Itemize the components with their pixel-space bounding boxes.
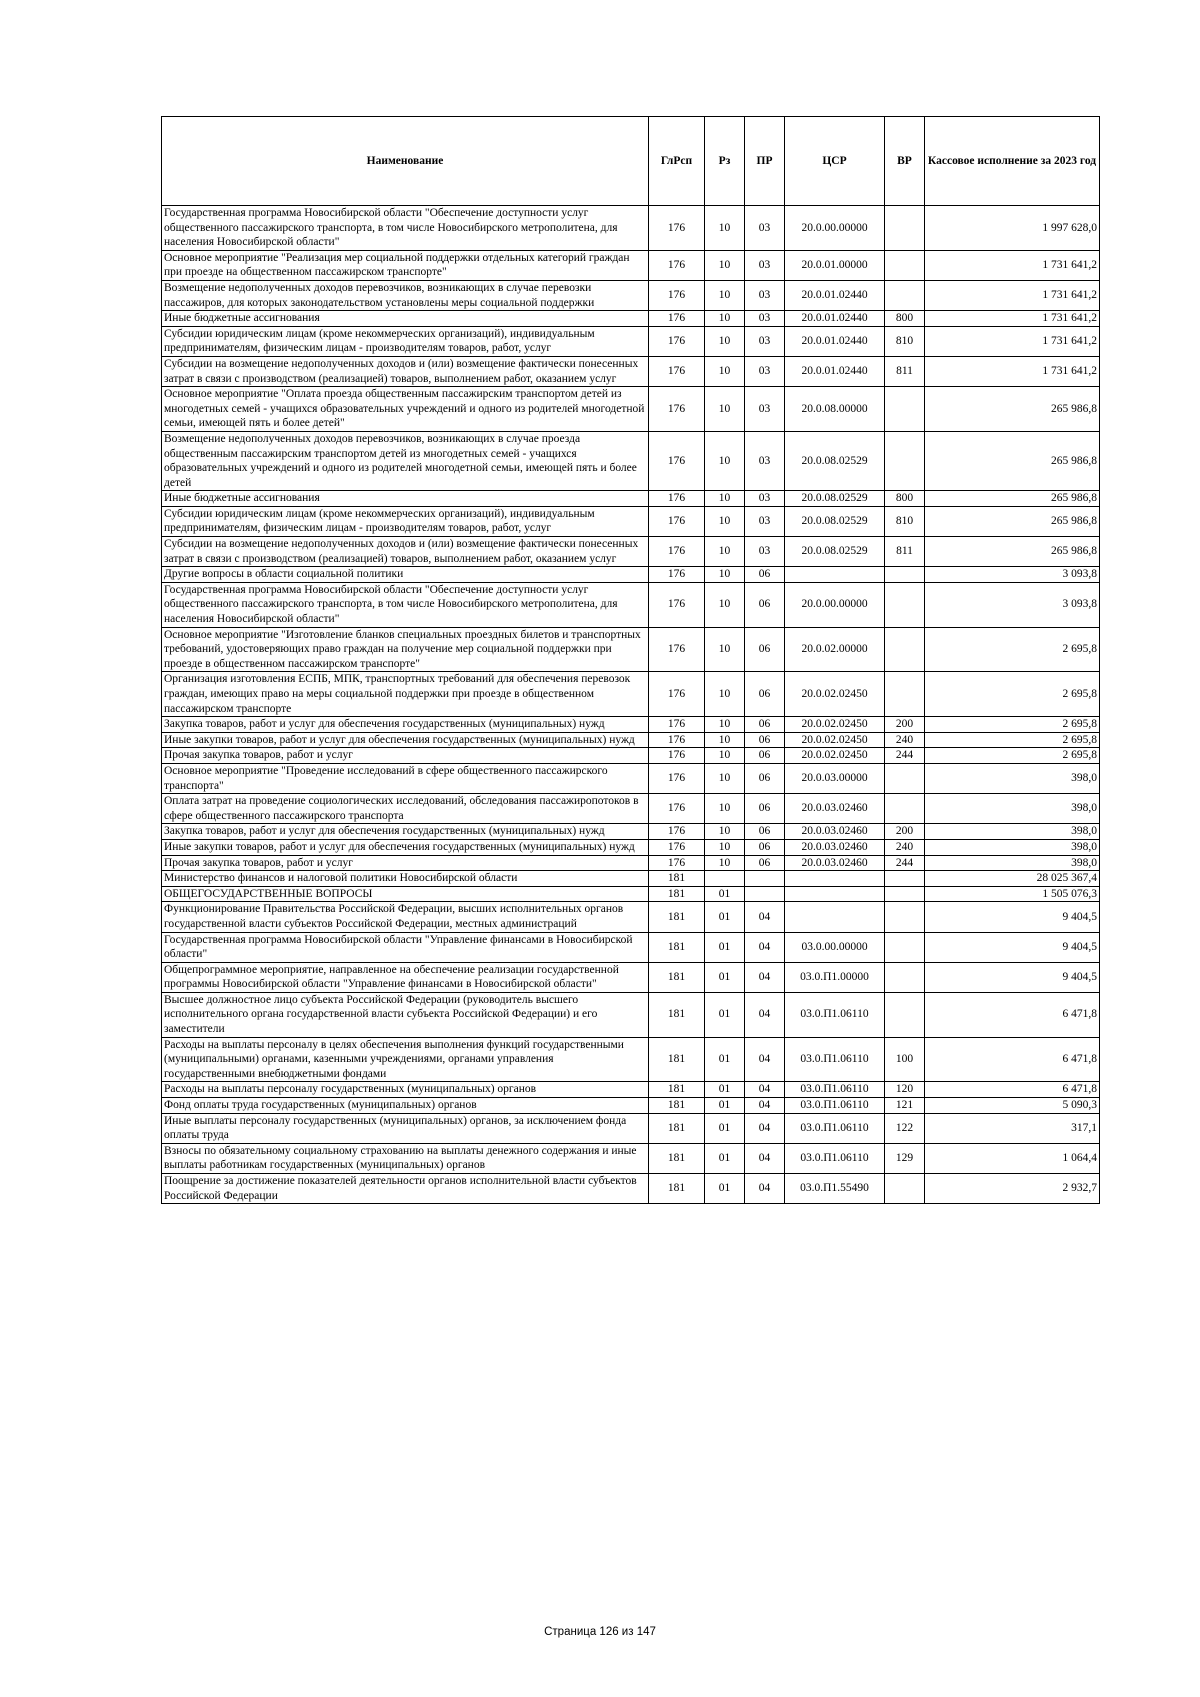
- cell-name: Иные закупки товаров, работ и услуг для обеспечения государственных (муниципальных) нужд: [162, 839, 649, 855]
- cell-csr: 20.0.03.02460: [785, 794, 885, 824]
- cell-pr: 06: [745, 824, 785, 840]
- cell-rz: 10: [705, 672, 745, 717]
- cell-glrsp: 181: [649, 1098, 705, 1114]
- cell-pr: 04: [745, 932, 785, 962]
- cell-vr: [885, 763, 925, 793]
- cell-glrsp: 181: [649, 871, 705, 887]
- cell-glrsp: 181: [649, 1082, 705, 1098]
- cell-glrsp: 176: [649, 356, 705, 386]
- cell-csr: 03.0.П1.00000: [785, 962, 885, 992]
- table-row: [162, 748, 1100, 764]
- cell-vr: [885, 567, 925, 583]
- cell-name: Оплата затрат на проведение социологических исследований, обследования пассажиропотоков в сфере общественного пассажирского транспорта: [162, 794, 649, 824]
- cell-rz: 10: [705, 732, 745, 748]
- cell-amount: 1 731 641,2: [925, 250, 1100, 280]
- cell-vr: [885, 992, 925, 1037]
- cell-vr: 811: [885, 356, 925, 386]
- cell-rz: 01: [705, 1113, 745, 1143]
- cell-pr: 06: [745, 763, 785, 793]
- cell-glrsp: 176: [649, 824, 705, 840]
- cell-pr: 04: [745, 1037, 785, 1082]
- cell-name: Иные бюджетные ассигнования: [162, 491, 649, 507]
- cell-csr: 20.0.03.02460: [785, 824, 885, 840]
- cell-rz: 10: [705, 794, 745, 824]
- cell-pr: 03: [745, 280, 785, 310]
- cell-pr: 04: [745, 962, 785, 992]
- cell-glrsp: 176: [649, 280, 705, 310]
- cell-amount: 3 093,8: [925, 567, 1100, 583]
- cell-glrsp: 176: [649, 431, 705, 490]
- cell-name: ОБЩЕГОСУДАРСТВЕННЫЕ ВОПРОСЫ: [162, 886, 649, 902]
- cell-pr: 06: [745, 672, 785, 717]
- cell-amount: 1 731 641,2: [925, 356, 1100, 386]
- cell-pr: 06: [745, 627, 785, 672]
- cell-vr: 810: [885, 326, 925, 356]
- cell-csr: 03.0.П1.06110: [785, 1098, 885, 1114]
- cell-name: Государственная программа Новосибирской области "Обеспечение доступности услуг общественного пассажирского транспорта, в том числе Новосибирского метрополитена, для населения Новосибирской области": [162, 582, 649, 627]
- cell-pr: 03: [745, 537, 785, 567]
- cell-csr: 20.0.08.02529: [785, 431, 885, 490]
- cell-vr: 240: [885, 839, 925, 855]
- cell-amount: 2 932,7: [925, 1174, 1100, 1204]
- cell-name: Основное мероприятие "Оплата проезда общественным пассажирским транспортом детей из многодетных семей - учащихся образовательных учреждений и одного из родителей многодетной семьи, имеющей пять и более детей": [162, 387, 649, 432]
- cell-name: Расходы на выплаты персоналу государственных (муниципальных) органов: [162, 1082, 649, 1098]
- cell-amount: 265 986,8: [925, 387, 1100, 432]
- table-row: [162, 1037, 1100, 1082]
- cell-glrsp: 181: [649, 1174, 705, 1204]
- cell-glrsp: 176: [649, 627, 705, 672]
- cell-glrsp: 181: [649, 902, 705, 932]
- cell-name: Функционирование Правительства Российской Федерации, высших исполнительных органов государственной власти субъектов Российской Федерации, местных администраций: [162, 902, 649, 932]
- cell-rz: 10: [705, 824, 745, 840]
- cell-csr: 03.0.П1.06110: [785, 1037, 885, 1082]
- table-row: [162, 356, 1100, 386]
- cell-rz: 10: [705, 748, 745, 764]
- cell-rz: 01: [705, 1098, 745, 1114]
- cell-vr: [885, 902, 925, 932]
- cell-glrsp: 176: [649, 763, 705, 793]
- cell-csr: 03.0.П1.06110: [785, 992, 885, 1037]
- cell-vr: 240: [885, 732, 925, 748]
- cell-name: Прочая закупка товаров, работ и услуг: [162, 855, 649, 871]
- table-row: [162, 672, 1100, 717]
- cell-pr: [745, 886, 785, 902]
- table-row: [162, 280, 1100, 310]
- table-row: [162, 491, 1100, 507]
- cell-rz: 01: [705, 902, 745, 932]
- cell-vr: [885, 871, 925, 887]
- cell-rz: 10: [705, 506, 745, 536]
- cell-name: Взносы по обязательному социальному страхованию на выплаты денежного содержания и иные выплаты работникам государственных (муниципальных) органов: [162, 1143, 649, 1173]
- cell-rz: 10: [705, 567, 745, 583]
- table-row: [162, 250, 1100, 280]
- cell-name: Основное мероприятие "Проведение исследований в сфере общественного пассажирского транспорта": [162, 763, 649, 793]
- cell-name: Министерство финансов и налоговой политики Новосибирской области: [162, 871, 649, 887]
- cell-name: Возмещение недополученных доходов перевозчиков, возникающих в случае проезда общественным пассажирским транспортом детей из многодетных семей - учащихся образовательных учреждений и одного из родителей многодетной семьи, имеющей пять и более детей: [162, 431, 649, 490]
- cell-rz: 01: [705, 932, 745, 962]
- cell-amount: 2 695,8: [925, 732, 1100, 748]
- cell-csr: 20.0.08.02529: [785, 491, 885, 507]
- cell-rz: 01: [705, 1143, 745, 1173]
- cell-rz: 10: [705, 356, 745, 386]
- cell-csr: 20.0.08.02529: [785, 506, 885, 536]
- cell-rz: 01: [705, 962, 745, 992]
- cell-glrsp: 176: [649, 794, 705, 824]
- cell-pr: 03: [745, 506, 785, 536]
- cell-pr: 03: [745, 250, 785, 280]
- cell-rz: 01: [705, 1082, 745, 1098]
- cell-pr: 06: [745, 794, 785, 824]
- table-row: [162, 206, 1100, 251]
- cell-csr: 20.0.01.00000: [785, 250, 885, 280]
- cell-vr: 810: [885, 506, 925, 536]
- cell-amount: 1 505 076,3: [925, 886, 1100, 902]
- cell-csr: 20.0.03.02460: [785, 839, 885, 855]
- table-row: [162, 992, 1100, 1037]
- cell-glrsp: 181: [649, 932, 705, 962]
- cell-pr: 06: [745, 748, 785, 764]
- cell-glrsp: 176: [649, 855, 705, 871]
- cell-rz: 10: [705, 855, 745, 871]
- page-number: Страница 126 из 147: [544, 1626, 656, 1638]
- cell-csr: 20.0.01.02440: [785, 280, 885, 310]
- cell-amount: 2 695,8: [925, 672, 1100, 717]
- cell-csr: 20.0.00.00000: [785, 582, 885, 627]
- table-row: [162, 839, 1100, 855]
- table-row: [162, 582, 1100, 627]
- cell-glrsp: 176: [649, 537, 705, 567]
- cell-csr: [785, 567, 885, 583]
- cell-pr: 04: [745, 1098, 785, 1114]
- cell-csr: 20.0.08.02529: [785, 537, 885, 567]
- cell-vr: 800: [885, 311, 925, 327]
- cell-pr: 04: [745, 1082, 785, 1098]
- cell-glrsp: 181: [649, 886, 705, 902]
- table-row: [162, 1113, 1100, 1143]
- cell-vr: [885, 932, 925, 962]
- table-row: [162, 732, 1100, 748]
- cell-vr: 244: [885, 855, 925, 871]
- cell-csr: 20.0.02.02450: [785, 672, 885, 717]
- cell-name: Возмещение недополученных доходов перевозчиков, возникающих в случае перевозки пассажиров, для которых законодательством установлены меры социальной поддержки: [162, 280, 649, 310]
- cell-pr: 03: [745, 311, 785, 327]
- header-csr: ЦСР: [785, 117, 885, 206]
- cell-csr: 20.0.01.02440: [785, 311, 885, 327]
- cell-pr: 03: [745, 356, 785, 386]
- cell-rz: 10: [705, 311, 745, 327]
- table-row: [162, 962, 1100, 992]
- cell-amount: 9 404,5: [925, 902, 1100, 932]
- cell-pr: 06: [745, 582, 785, 627]
- cell-glrsp: 176: [649, 506, 705, 536]
- cell-name: Иные закупки товаров, работ и услуг для обеспечения государственных (муниципальных) нужд: [162, 732, 649, 748]
- cell-vr: [885, 206, 925, 251]
- table-row: [162, 794, 1100, 824]
- table-header-row: [162, 117, 1100, 206]
- cell-amount: 265 986,8: [925, 491, 1100, 507]
- cell-rz: 10: [705, 206, 745, 251]
- header-glrsp: ГлРсп: [649, 117, 705, 206]
- cell-pr: 03: [745, 326, 785, 356]
- cell-vr: 200: [885, 717, 925, 733]
- cell-amount: 2 695,8: [925, 717, 1100, 733]
- cell-amount: 28 025 367,4: [925, 871, 1100, 887]
- cell-name: Основное мероприятие "Изготовление бланков специальных проездных билетов и транспортных требований, удостоверяющих право граждан на получение мер социальной поддержки при проезде в общественном пассажирском транспорте": [162, 627, 649, 672]
- cell-pr: 04: [745, 1143, 785, 1173]
- cell-glrsp: 181: [649, 992, 705, 1037]
- cell-name: Субсидии на возмещение недополученных доходов и (или) возмещение фактически понесенных затрат в связи с производством (реализацией) товаров, выполнением работ, оказанием услуг: [162, 537, 649, 567]
- cell-amount: 265 986,8: [925, 537, 1100, 567]
- table-row: [162, 1143, 1100, 1173]
- cell-vr: 129: [885, 1143, 925, 1173]
- cell-amount: 1 731 641,2: [925, 311, 1100, 327]
- cell-vr: 122: [885, 1113, 925, 1143]
- cell-rz: 01: [705, 1037, 745, 1082]
- cell-name: Основное мероприятие "Реализация мер социальной поддержки отдельных категорий граждан при проезде на общественном пассажирском транспорте": [162, 250, 649, 280]
- cell-rz: 01: [705, 992, 745, 1037]
- table-row: [162, 855, 1100, 871]
- table-row: [162, 627, 1100, 672]
- table-body: [162, 206, 1100, 1204]
- cell-name: Закупка товаров, работ и услуг для обеспечения государственных (муниципальных) нужд: [162, 717, 649, 733]
- cell-glrsp: 176: [649, 326, 705, 356]
- cell-name: Закупка товаров, работ и услуг для обеспечения государственных (муниципальных) нужд: [162, 824, 649, 840]
- cell-name: Прочая закупка товаров, работ и услуг: [162, 748, 649, 764]
- table-row: [162, 387, 1100, 432]
- cell-name: Общепрограммное мероприятие, направленное на обеспечение реализации государственной программы Новосибирской области "Управление финансами в Новосибирской области": [162, 962, 649, 992]
- cell-csr: 20.0.02.02450: [785, 748, 885, 764]
- cell-amount: 317,1: [925, 1113, 1100, 1143]
- cell-rz: 10: [705, 717, 745, 733]
- cell-csr: 20.0.02.02450: [785, 717, 885, 733]
- cell-amount: 6 471,8: [925, 992, 1100, 1037]
- cell-name: Организация изготовления ЕСПБ, МПК, транспортных требований для обеспечения перевозок граждан, имеющих право на меры социальной поддержки при проезде в общественном пассажирском транспорте: [162, 672, 649, 717]
- cell-glrsp: 176: [649, 311, 705, 327]
- table-row: [162, 506, 1100, 536]
- cell-name: Субсидии на возмещение недополученных доходов и (или) возмещение фактически понесенных затрат в связи с производством (реализацией) товаров, выполнением работ, оказанием услуг: [162, 356, 649, 386]
- cell-vr: [885, 582, 925, 627]
- cell-name: Расходы на выплаты персоналу в целях обеспечения выполнения функций государственными (муниципальными) органами, казенными учреждениями, органами управления государственными внебюджетными фондами: [162, 1037, 649, 1082]
- cell-rz: 10: [705, 491, 745, 507]
- cell-rz: 10: [705, 582, 745, 627]
- cell-vr: [885, 886, 925, 902]
- cell-pr: 03: [745, 206, 785, 251]
- cell-glrsp: 176: [649, 250, 705, 280]
- cell-amount: 3 093,8: [925, 582, 1100, 627]
- cell-name: Другие вопросы в области социальной политики: [162, 567, 649, 583]
- cell-vr: [885, 1174, 925, 1204]
- cell-rz: 10: [705, 537, 745, 567]
- cell-amount: 1 731 641,2: [925, 280, 1100, 310]
- cell-pr: 03: [745, 387, 785, 432]
- cell-vr: 200: [885, 824, 925, 840]
- table-row: [162, 537, 1100, 567]
- cell-pr: 06: [745, 839, 785, 855]
- cell-csr: 20.0.01.02440: [785, 326, 885, 356]
- cell-glrsp: 181: [649, 1113, 705, 1143]
- cell-csr: 20.0.02.00000: [785, 627, 885, 672]
- table-row: [162, 326, 1100, 356]
- cell-csr: 03.0.П1.06110: [785, 1113, 885, 1143]
- cell-pr: [745, 871, 785, 887]
- cell-amount: 398,0: [925, 824, 1100, 840]
- cell-amount: 398,0: [925, 855, 1100, 871]
- cell-glrsp: 181: [649, 1143, 705, 1173]
- cell-glrsp: 176: [649, 717, 705, 733]
- cell-amount: 6 471,8: [925, 1037, 1100, 1082]
- budget-table: [161, 116, 1100, 1204]
- cell-glrsp: 176: [649, 206, 705, 251]
- cell-vr: [885, 280, 925, 310]
- cell-amount: 2 695,8: [925, 748, 1100, 764]
- cell-csr: 20.0.08.00000: [785, 387, 885, 432]
- cell-name: Субсидии юридическим лицам (кроме некоммерческих организаций), индивидуальным предпринимателям, физическим лицам - производителям товаров, работ, услуг: [162, 326, 649, 356]
- cell-glrsp: 181: [649, 962, 705, 992]
- cell-pr: 06: [745, 732, 785, 748]
- cell-rz: 10: [705, 387, 745, 432]
- cell-rz: 10: [705, 250, 745, 280]
- cell-csr: 03.0.П1.06110: [785, 1143, 885, 1173]
- cell-pr: 04: [745, 1174, 785, 1204]
- table-row: [162, 431, 1100, 490]
- table-row: [162, 311, 1100, 327]
- cell-amount: 5 090,3: [925, 1098, 1100, 1114]
- cell-csr: 03.0.00.00000: [785, 932, 885, 962]
- cell-name: Государственная программа Новосибирской области "Обеспечение доступности услуг общественного пассажирского транспорта, в том числе Новосибирского метрополитена, для населения Новосибирской области": [162, 206, 649, 251]
- header-vr: ВР: [885, 117, 925, 206]
- table-row: [162, 932, 1100, 962]
- cell-amount: 9 404,5: [925, 962, 1100, 992]
- cell-pr: 06: [745, 855, 785, 871]
- cell-vr: 100: [885, 1037, 925, 1082]
- cell-glrsp: 176: [649, 387, 705, 432]
- cell-glrsp: 176: [649, 582, 705, 627]
- cell-csr: [785, 902, 885, 932]
- header-pr: ПР: [745, 117, 785, 206]
- cell-rz: 10: [705, 627, 745, 672]
- header-rz: Рз: [705, 117, 745, 206]
- cell-csr: 20.0.03.00000: [785, 763, 885, 793]
- cell-vr: 811: [885, 537, 925, 567]
- table-row: [162, 567, 1100, 583]
- cell-csr: 20.0.02.02450: [785, 732, 885, 748]
- table-row: [162, 824, 1100, 840]
- table-row: [162, 902, 1100, 932]
- cell-vr: 800: [885, 491, 925, 507]
- cell-glrsp: 176: [649, 839, 705, 855]
- cell-glrsp: 176: [649, 491, 705, 507]
- table-row: [162, 886, 1100, 902]
- cell-vr: 244: [885, 748, 925, 764]
- cell-rz: 10: [705, 763, 745, 793]
- table-row: [162, 871, 1100, 887]
- cell-pr: 03: [745, 491, 785, 507]
- cell-name: Поощрение за достижение показателей деятельности органов исполнительной власти субъектов Российской Федерации: [162, 1174, 649, 1204]
- cell-csr: 20.0.00.00000: [785, 206, 885, 251]
- header-name: Наименование: [162, 117, 649, 206]
- cell-amount: 265 986,8: [925, 431, 1100, 490]
- cell-vr: [885, 431, 925, 490]
- cell-csr: [785, 886, 885, 902]
- cell-glrsp: 176: [649, 732, 705, 748]
- cell-vr: 121: [885, 1098, 925, 1114]
- table-row: [162, 1174, 1100, 1204]
- cell-amount: 1 064,4: [925, 1143, 1100, 1173]
- cell-rz: 10: [705, 431, 745, 490]
- cell-name: Иные бюджетные ассигнования: [162, 311, 649, 327]
- cell-vr: 120: [885, 1082, 925, 1098]
- cell-pr: 06: [745, 567, 785, 583]
- cell-name: Государственная программа Новосибирской области "Управление финансами в Новосибирской области": [162, 932, 649, 962]
- cell-csr: [785, 871, 885, 887]
- cell-pr: 04: [745, 1113, 785, 1143]
- cell-rz: 10: [705, 326, 745, 356]
- cell-amount: 265 986,8: [925, 506, 1100, 536]
- cell-vr: [885, 627, 925, 672]
- cell-rz: [705, 871, 745, 887]
- table-row: [162, 763, 1100, 793]
- table-row: [162, 1082, 1100, 1098]
- cell-name: Высшее должностное лицо субъекта Российской Федерации (руководитель высшего исполнительного органа государственной власти субъекта Российской Федерации) и его заместители: [162, 992, 649, 1037]
- cell-amount: 6 471,8: [925, 1082, 1100, 1098]
- cell-vr: [885, 672, 925, 717]
- cell-rz: 10: [705, 839, 745, 855]
- cell-csr: 03.0.П1.55490: [785, 1174, 885, 1204]
- cell-amount: 398,0: [925, 763, 1100, 793]
- cell-amount: 1 997 628,0: [925, 206, 1100, 251]
- cell-csr: 20.0.01.02440: [785, 356, 885, 386]
- cell-rz: 01: [705, 886, 745, 902]
- cell-pr: 04: [745, 992, 785, 1037]
- cell-amount: 398,0: [925, 839, 1100, 855]
- table-row: [162, 1098, 1100, 1114]
- cell-amount: 398,0: [925, 794, 1100, 824]
- cell-name: Субсидии юридическим лицам (кроме некоммерческих организаций), индивидуальным предпринимателям, физическим лицам - производителям товаров, работ, услуг: [162, 506, 649, 536]
- table-row: [162, 717, 1100, 733]
- cell-glrsp: 176: [649, 748, 705, 764]
- cell-vr: [885, 387, 925, 432]
- cell-rz: 01: [705, 1174, 745, 1204]
- cell-glrsp: 176: [649, 672, 705, 717]
- cell-pr: 06: [745, 717, 785, 733]
- cell-amount: 1 731 641,2: [925, 326, 1100, 356]
- cell-pr: 03: [745, 431, 785, 490]
- cell-amount: 9 404,5: [925, 932, 1100, 962]
- cell-glrsp: 176: [649, 567, 705, 583]
- header-amount: Кассовое исполнение за 2023 год: [925, 117, 1100, 206]
- cell-pr: 04: [745, 902, 785, 932]
- cell-vr: [885, 250, 925, 280]
- cell-csr: 03.0.П1.06110: [785, 1082, 885, 1098]
- cell-csr: 20.0.03.02460: [785, 855, 885, 871]
- cell-glrsp: 181: [649, 1037, 705, 1082]
- cell-name: Иные выплаты персоналу государственных (муниципальных) органов, за исключением фонда оплаты труда: [162, 1113, 649, 1143]
- cell-name: Фонд оплаты труда государственных (муниципальных) органов: [162, 1098, 649, 1114]
- cell-amount: 2 695,8: [925, 627, 1100, 672]
- cell-vr: [885, 794, 925, 824]
- cell-rz: 10: [705, 280, 745, 310]
- cell-vr: [885, 962, 925, 992]
